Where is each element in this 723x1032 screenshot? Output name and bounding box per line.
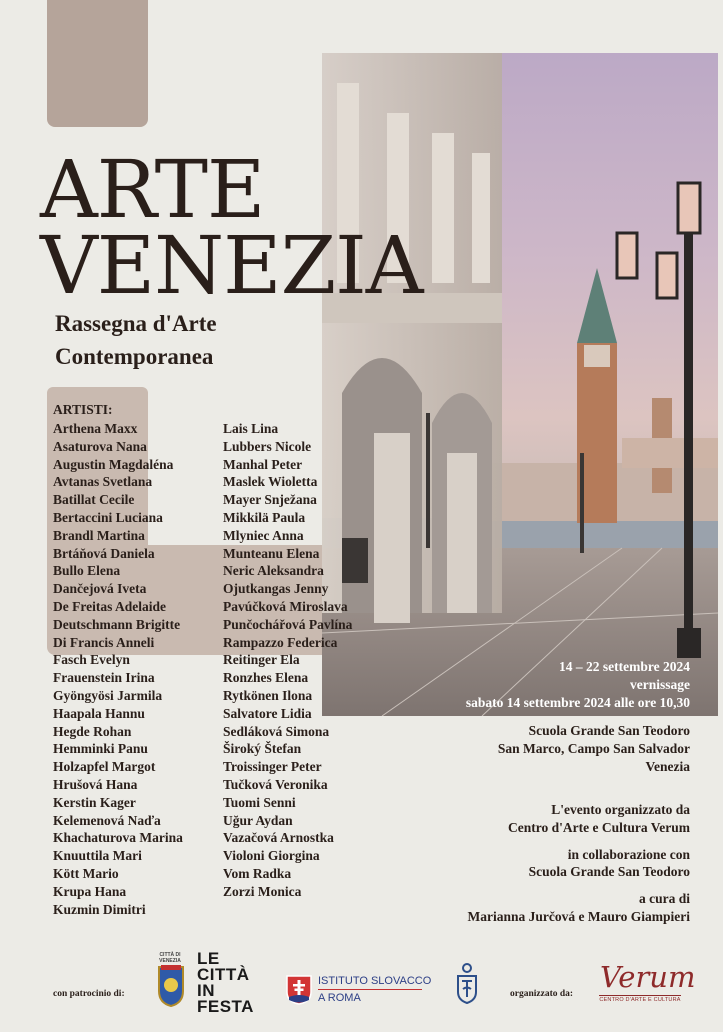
- artist-name: Vazačová Arnostka: [223, 830, 334, 846]
- artist-name: Vom Radka: [223, 865, 292, 881]
- artist-name: Hemminki Panu: [53, 741, 148, 757]
- artist-name: Hrušová Hana: [53, 776, 138, 792]
- artist-name: Bullo Elena: [53, 563, 121, 579]
- san-teodoro-emblem-icon: [454, 962, 480, 1004]
- festa-line-2: CITTÀ: [197, 965, 250, 984]
- artist-name: Arthena Maxx: [53, 421, 138, 436]
- decorative-block-top: [47, 0, 148, 127]
- venice-photo: [322, 53, 718, 716]
- artist-name: Rampazzo Federica: [223, 634, 338, 650]
- artist-name: Hegde Rohan: [53, 723, 132, 739]
- artist-name: Salvatore Lidia: [223, 705, 312, 721]
- artist-name: Mikkilä Paula: [223, 509, 306, 525]
- artist-name: Violoni Giorgina: [223, 848, 320, 864]
- artist-name: Kerstin Kager: [53, 794, 136, 810]
- event-dates-block: [466, 658, 690, 711]
- artist-name: Troissinger Peter: [223, 759, 322, 775]
- artist-name: Uğur Aydan: [223, 812, 293, 828]
- artist-name: Frauenstein Irina: [53, 670, 155, 686]
- artist-name: Neric Aleksandra: [223, 563, 324, 579]
- venue-name: Scuola Grande San Teodoro: [528, 723, 690, 738]
- artist-name: Brtáňová Daniela: [53, 545, 155, 561]
- artist-name: Knuuttila Mari: [53, 848, 142, 864]
- artist-name: Kelemenová Naďa: [53, 812, 161, 828]
- artist-name: Augustin Magdaléna: [53, 456, 174, 472]
- istituto-slovacco-line-2: A ROMA: [318, 992, 361, 1004]
- venue-block: [498, 722, 690, 775]
- verum-logo: Verum: [600, 960, 696, 994]
- artist-name: Haapala Hannu: [53, 705, 145, 721]
- artist-name: Asaturova Nana: [53, 438, 147, 454]
- title-arte: ARTE: [40, 143, 265, 236]
- venue-city: Venezia: [645, 758, 690, 774]
- artist-name: Tučková Veronika: [223, 776, 328, 792]
- artist-name: Punčochářová Pavlína: [223, 616, 353, 632]
- artists-column-1: [53, 420, 183, 918]
- artist-name: Brandl Martina: [53, 527, 145, 543]
- artist-name: Gyöngyösi Jarmila: [53, 687, 163, 703]
- logo-divider: [318, 989, 422, 990]
- verum-logo-subtitle: CENTRO D'ARTE E CULTURA: [599, 997, 681, 1003]
- curators-intro: a cura di: [638, 891, 690, 907]
- artist-name: Manhal Peter: [223, 456, 303, 472]
- festa-line-3: IN: [197, 981, 215, 1000]
- patrocinio-label: con patrocinio di:: [53, 989, 125, 999]
- artist-name: Široký Štefan: [223, 741, 302, 757]
- artist-name: Lais Lina: [223, 421, 279, 436]
- artist-name: Maslek Wioletta: [223, 474, 318, 490]
- artist-name: Dančejová Iveta: [53, 581, 147, 597]
- citta-di-venezia-text: CITTÀ DI VENEZIA: [159, 952, 181, 964]
- artist-name: De Freitas Adelaide: [53, 598, 166, 614]
- artist-name: Ronzhes Elena: [223, 670, 309, 686]
- artist-name: Holzapfel Margot: [53, 759, 156, 775]
- artist-name: Zorzi Monica: [223, 883, 302, 899]
- artist-name: Fasch Evelyn: [53, 652, 130, 668]
- artist-name: Kuzmin Dimitri: [53, 901, 146, 917]
- artist-name: Tuomi Senni: [223, 794, 296, 810]
- collaboration-name: Scuola Grande San Teodoro: [528, 864, 690, 880]
- artists-heading: ARTISTI:: [53, 402, 113, 417]
- artist-name: Mlyniec Anna: [223, 527, 304, 543]
- artist-name: Mayer Snježana: [223, 492, 317, 508]
- title-venezia: VENEZIA: [40, 219, 423, 312]
- artist-name: Krupa Hana: [53, 883, 127, 899]
- artist-name: Sedláková Simona: [223, 723, 330, 739]
- artist-name: Bertaccini Luciana: [53, 509, 163, 525]
- organizzato-label: organizzato da:: [510, 989, 574, 999]
- organizer-name: Centro d'Arte e Cultura Verum: [508, 819, 690, 835]
- istituto-slovacco-line-1: ISTITUTO SLOVACCO: [318, 975, 432, 987]
- le-citta-in-festa-logo: [197, 951, 254, 1015]
- venue-address: San Marco, Campo San Salvador: [497, 740, 690, 756]
- festa-line-1: LE: [197, 949, 220, 968]
- artist-name: Khachaturova Marina: [53, 830, 183, 846]
- artist-name: Deutschmann Brigitte: [53, 616, 181, 632]
- vernissage-label: vernissage: [630, 676, 690, 692]
- venice-photo-illustration: [322, 53, 718, 716]
- festa-line-4: FESTA: [197, 997, 254, 1016]
- artists-column-2: [223, 420, 352, 901]
- event-dates: 14 – 22 settembre 2024: [559, 659, 690, 674]
- artist-name: Batillat Cecile: [53, 492, 135, 508]
- subtitle-line-1: Rassegna d'Arte: [55, 311, 217, 336]
- artist-name: Rytkönen Ilona: [223, 687, 313, 703]
- artist-name: Pavúčková Miroslava: [223, 598, 348, 614]
- artist-name: Avtanas Svetlana: [53, 474, 153, 490]
- subtitle-line-2: Contemporanea: [55, 344, 214, 369]
- artist-name: Kött Mario: [53, 865, 119, 881]
- organizer-intro: L'evento organizzato da: [551, 802, 690, 817]
- collaboration-intro: in collaborazione con: [567, 846, 690, 862]
- artist-name: Munteanu Elena: [223, 545, 320, 561]
- artist-name: Lubbers Nicole: [223, 438, 312, 454]
- artist-name: Ojutkangas Jenny: [223, 581, 329, 597]
- curators-names: Marianna Jurčová e Mauro Giampieri: [467, 908, 690, 924]
- artist-name: Di Francis Anneli: [53, 634, 155, 650]
- istituto-slovacco-logo: [318, 974, 431, 1005]
- venezia-crest-icon: [157, 965, 185, 1007]
- vernissage-date: sabato 14 settembre 2024 alle ore 10,30: [465, 694, 690, 710]
- slovak-shield-icon: [286, 975, 312, 1005]
- organizer-block: [468, 801, 690, 926]
- artist-name: Reitinger Ela: [223, 652, 300, 668]
